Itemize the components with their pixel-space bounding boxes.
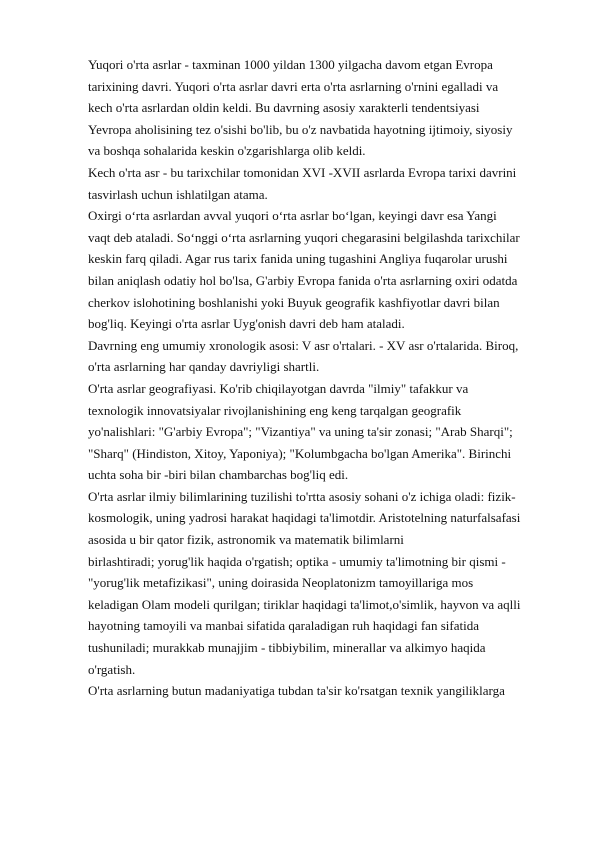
- text-line: Yuqori o'rta asrlar - taxminan 1000 yildan 1300 yilgacha davom etgan Evropa: [88, 57, 493, 72]
- text-line: o'rta asrlarning har qanday davriyligi shartli.: [88, 359, 320, 375]
- text-line: o'rgatish.: [88, 661, 136, 677]
- text-line: hayotning tamoyili va manbai sifatida qaraladigan ruh haqidagi fan sifatida: [88, 618, 479, 634]
- text-line: tarixining davri. Yuqori o'rta asrlar davri erta o'rta asrlarning o'rnini egalladi va: [88, 78, 499, 94]
- text-line: Oxirgi o‘rta asrlardan avval yuqori o‘rta asrlar bo‘lgan, keyingi davr esa Yangi: [88, 208, 497, 224]
- text-line: keskin farq qiladi. Agar rus tarix fanida uning tugashini Angliya fuqarolar urushi: [88, 251, 508, 267]
- text-line: texnologik innovatsiyalar rivojlanishining eng keng tarqalgan geografik: [88, 402, 462, 418]
- text-line: kech o'rta asrlardan oldin keldi. Bu davrning asosiy xarakterli tendentsiyasi: [88, 100, 480, 116]
- text-line: Yevropa aholisining tez o'sishi bo'lib, bu o'z navbatida hayotning ijtimoiy, siyosiy: [88, 121, 513, 137]
- text-line: Davrning eng umumiy xronologik asosi: V asr o'rtalari. - XV asr o'rtalarida. Biroq,: [88, 337, 519, 353]
- text-line: kosmologik, uning yadrosi harakat haqidagi ta'limotdir. Aristotelning naturfalsafasi: [88, 510, 521, 526]
- text-line: va boshqa sohalarida keskin o'zgarishlarga olib keldi.: [88, 143, 366, 159]
- text-line: keladigan Olam modeli qurilgan; tiriklar haqidagi ta'limot,o'simlik, hayvon va aqlli: [88, 596, 521, 612]
- body-text: [88, 54, 588, 702]
- text-line: asosida u bir qator fizik, astronomik va matematik bilimlarni: [88, 532, 404, 548]
- text-line: "Sharq" (Hindiston, Xitoy, Yaponiya); "Kolumbgacha bo'lgan Amerika". Birinchi: [88, 445, 512, 461]
- text-line: tushuniladi; murakkab munajjim - tibbiybilim, minerallar va alkimyo haqida: [88, 640, 486, 656]
- text-line: uchta soha bir -biri bilan chambarchas bog'liq edi.: [88, 467, 349, 483]
- text-line: yo'nalishlari: "G'arbiy Evropa"; "Vizantiya" va uning ta'sir zonasi; "Arab Sharqi";: [88, 424, 513, 440]
- text-line: bilan aniqlash odatiy hol bo'lsa, G'arbiy Evropa fanida o'rta asrlarning oxiri odatda: [88, 272, 518, 288]
- text-line: O'rta asrlar ilmiy bilimlarining tuzilishi to'rtta asosiy sohani o'z ichiga oladi: fizik-: [88, 488, 516, 504]
- text-line: O'rta asrlar geografiyasi. Ko'rib chiqilayotgan davrda "ilmiy" tafakkur va: [88, 380, 469, 396]
- text-line: "yorug'lik metafizikasi", uning doirasida Neoplatonizm tamoyillariga mos: [88, 575, 474, 591]
- text-line: O'rta asrlarning butun madaniyatiga tubdan ta'sir ko'rsatgan texnik yangiliklarga: [88, 683, 505, 699]
- text-line: vaqt deb ataladi. So‘nggi o‘rta asrlarning yuqori chegarasini belgilashda tarixchilar: [88, 229, 520, 245]
- text-line: bog'liq. Keyingi o'rta asrlar Uyg'onish davri deb ham ataladi.: [88, 316, 405, 332]
- text-line: birlashtiradi; yorug'lik haqida o'rgatish; optika - umumiy ta'limotning bir qismi -: [88, 553, 506, 569]
- text-line: tasvirlash uchun ishlatilgan atama.: [88, 186, 268, 202]
- text-line: cherkov islohotining boshlanishi yoki Buyuk geografik kashfiyotlar davri bilan: [88, 294, 500, 310]
- text-line: Kech o'rta asr - bu tarixchilar tomonidan XVI -XVII asrlarda Evropa tarixi davrini: [88, 164, 517, 180]
